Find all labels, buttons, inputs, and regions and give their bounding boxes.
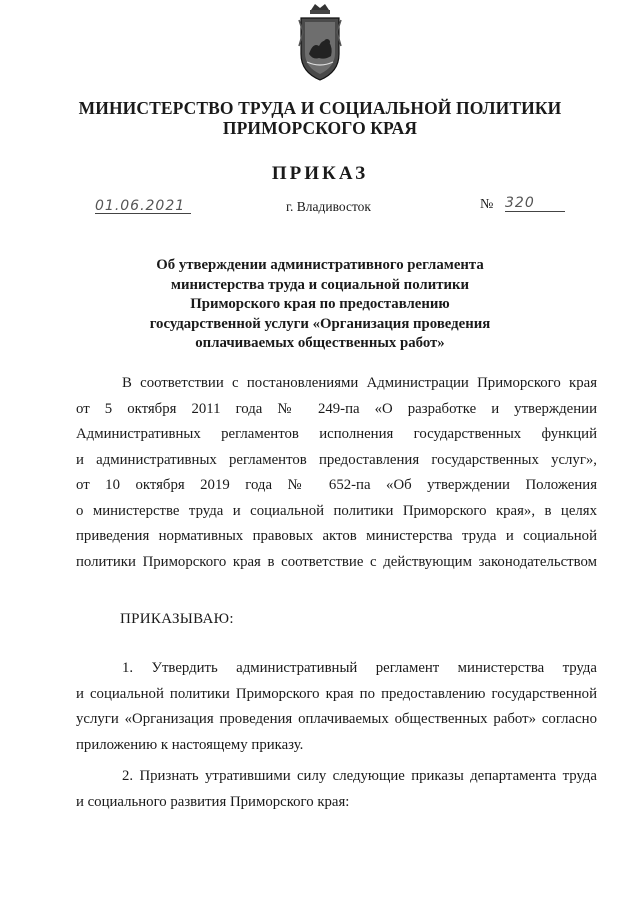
subject-line: оплачиваемых общественных работ» [195,335,445,351]
subject-line: государственной услуги «Организация проведения [149,315,491,332]
orders-word: ПРИКАЗЫВАЮ: [120,611,234,627]
number-sign: № [480,197,494,212]
coat-of-arms-emblem [297,2,343,82]
document-title: ПРИКАЗ [271,163,369,184]
ministry-line-1: МИНИСТЕРСТВО ТРУДА И СОЦИАЛЬНОЙ ПОЛИТИКИ [78,98,562,118]
preamble-line: от 10 октября 2019 года № 652-па «Об утверждении Положения [76,477,597,493]
subject-line: Об утверждении административного регламента [156,257,484,273]
preamble-line: В соответствии с постановлениями Администрации Приморского края [122,375,597,391]
item-2-paragraph [76,764,597,815]
item-1-line: и социальной политики Приморского края по предоставлению государственной [76,685,597,702]
ministry-line-2: ПРИМОРСКОГО КРАЯ [222,118,418,138]
preamble-line: о министерстве труда и социальной политики Приморского края», в целях [76,502,597,519]
preamble-line: политики Приморского края в соответствие с действующим законодательством [76,553,597,570]
item-2-line: и социального развития Приморского края: [76,793,350,810]
order-city: г. Владивосток [286,199,371,214]
preamble-line: Административных регламентов исполнения государственных функций [76,426,597,442]
item-1-line: услуги «Организация проведения оплачиваемых общественных работ» согласно [76,711,597,727]
subject-line: министерства труда и социальной политики [170,276,470,293]
subject-line: Приморского края по предоставлению [190,296,450,312]
preamble-paragraph [76,371,597,575]
preamble-line: приведения нормативных правовых актов министерства труда и социальной [76,528,597,544]
preamble-line: и административных регламентов предоставления государственных услуг», [76,451,597,468]
item-1-line: 1. Утвердить административный регламент министерства труда [122,660,597,676]
item-2-line: 2. Признать утратившими силу следующие приказы департамента труда [122,768,597,784]
order-date: 01.06.2021 [95,199,191,214]
preamble-line: от 5 октября 2011 года № 249-па «О разработке и утверждении [76,400,597,417]
order-subject [0,256,640,354]
ministry-name [0,98,640,138]
item-1-paragraph [76,656,597,758]
item-1-line: приложению к настоящему приказу. [76,736,304,753]
order-number: 320 [505,196,565,212]
